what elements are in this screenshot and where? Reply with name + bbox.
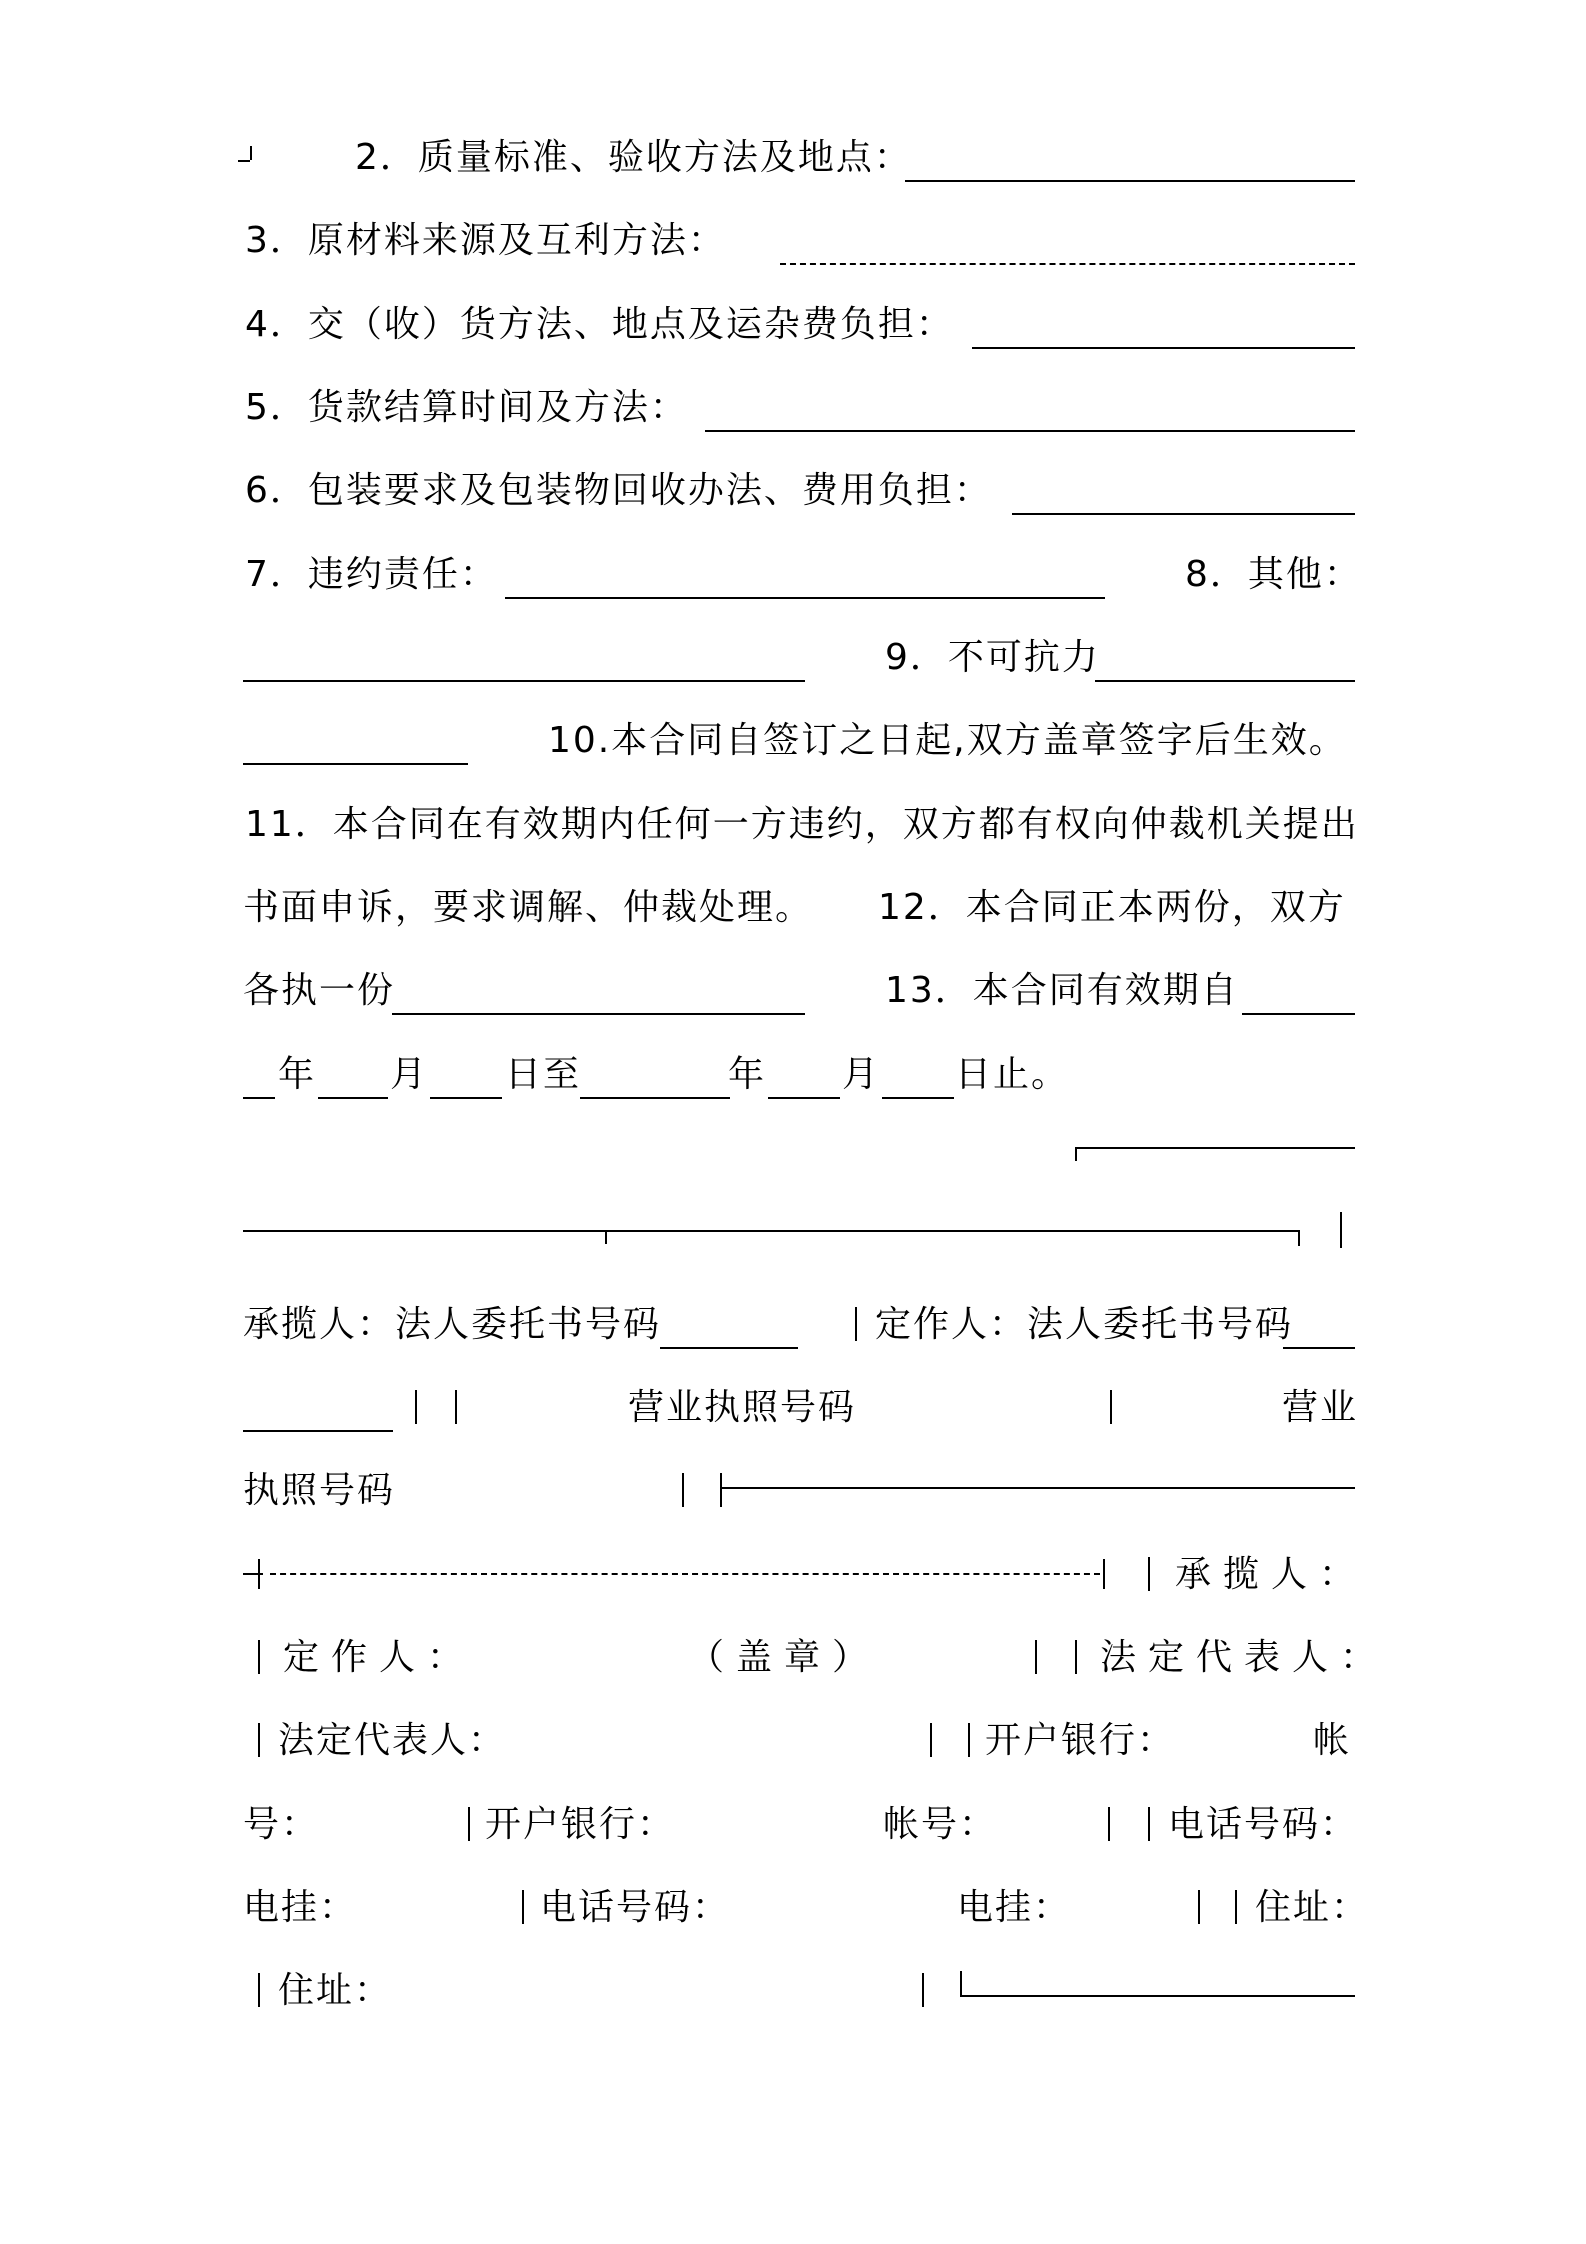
orderer-cable-label: 电挂： [957, 1887, 1072, 1928]
account-line [0, 1797, 1586, 1867]
table-header-border [243, 1230, 1298, 1232]
contractor-address-label: 住址： [1255, 1887, 1370, 1928]
clause-3-line [0, 213, 1586, 283]
clause-6-line [0, 463, 1586, 533]
row-divider-9 [1035, 1640, 1037, 1674]
clause-11-label: 11．本合同在有效期内任何一方违约，双方都有权向仲裁机关提出 [245, 804, 1359, 845]
table-mid-tick [605, 1230, 607, 1244]
contractor-label: 承揽人： [1175, 1554, 1368, 1595]
clause-8-9-line [0, 630, 1586, 700]
clause-4-label: 4．交（收）货方法、地点及运杂费负担： [245, 304, 954, 345]
clause-5-blank[interactable] [705, 430, 1355, 432]
orderer-account-label: 帐号： [883, 1804, 998, 1845]
corner-mark [250, 146, 252, 160]
orderer-bank-label: 开户银行： [485, 1804, 676, 1845]
orderer-address-label: 住址： [278, 1970, 393, 2011]
orderer-trust-blank-cont[interactable] [243, 1430, 393, 1432]
table-border-line [0, 1130, 1586, 1200]
license-cont-line [0, 1463, 1586, 1533]
clause-13-label: 13．本合同有效期自 [885, 970, 1239, 1011]
row-divider-3 [1110, 1390, 1112, 1424]
date-line [0, 1047, 1586, 1117]
orderer-trust-blank[interactable] [1283, 1347, 1355, 1349]
contractor-line [0, 1547, 1586, 1617]
start-day-label: 日至 [505, 1054, 582, 1095]
orderer-license-label-a: 营业 [1282, 1387, 1359, 1428]
clause-7-blank[interactable] [505, 597, 1105, 599]
row-divider-18 [1198, 1890, 1200, 1924]
clause-2-line [0, 130, 1586, 200]
end-day-blank[interactable] [882, 1097, 954, 1099]
clause-4-blank[interactable] [972, 347, 1355, 349]
clause-9-blank[interactable] [1095, 680, 1355, 682]
column-divider [855, 1307, 857, 1341]
clause-9-blank-cont[interactable] [243, 763, 468, 765]
row-divider-20 [258, 1973, 260, 2007]
contractor-cable-label: 电挂： [243, 1887, 358, 1928]
row-divider-13 [968, 1723, 970, 1757]
start-year-label: 年 [278, 1054, 317, 1095]
corner-mark-foot [238, 160, 250, 162]
row-divider-14 [468, 1807, 470, 1841]
row-divider-17 [522, 1890, 524, 1924]
contractor-account-label-b: 号： [243, 1804, 320, 1845]
clause-12-13-line [0, 963, 1586, 1033]
clause-11-line [0, 797, 1586, 867]
end-day-label: 日止。 [955, 1054, 1070, 1095]
clause-11-12-line [0, 880, 1586, 950]
orderer-phone-label: 电话号码： [540, 1887, 731, 1928]
row-divider-5 [720, 1473, 722, 1507]
end-month-blank[interactable] [768, 1097, 840, 1099]
start-day-blank[interactable] [430, 1097, 502, 1099]
table-right-tick [1298, 1230, 1300, 1246]
clause-6-blank[interactable] [1012, 513, 1355, 515]
clause-7-8-line [0, 547, 1586, 617]
table-bottom-border [960, 1995, 1355, 1997]
clause-13-blank[interactable] [1242, 1013, 1355, 1015]
clause-10-label: 10.本合同自签订之日起,双方盖章签字后生效。 [548, 720, 1347, 761]
clause-9-label: 9．不可抗力 [885, 637, 1100, 678]
table-bottom-left-corner [960, 1971, 962, 1995]
cross-mark-bar [243, 1573, 263, 1575]
clause-12-label: 12．本合同正本两份，双方 [878, 887, 1346, 928]
clause-2-blank[interactable] [905, 180, 1355, 182]
start-month-blank[interactable] [318, 1097, 388, 1099]
clause-10-line [0, 713, 1586, 783]
row-divider-19 [1235, 1890, 1237, 1924]
clause-8-label: 8．其他： [1185, 554, 1362, 595]
clause-5-label: 5．货款结算时间及方法： [245, 387, 688, 428]
contractor-trust-label: 承揽人：法人委托书号码 [243, 1304, 662, 1345]
row-divider-2 [455, 1390, 457, 1424]
clause-2-label: 2．质量标准、验收方法及地点： [355, 137, 912, 178]
clause-3-blank[interactable] [780, 263, 1355, 265]
address-line [0, 1963, 1586, 2033]
clause-11-cont: 书面申诉，要求调解、仲裁处理。 [243, 887, 814, 928]
contractor-account-label-a: 帐 [1313, 1720, 1352, 1761]
contractor-legal-rep-label: 法定代表人： [1100, 1637, 1389, 1678]
trust-number-line [0, 1297, 1586, 1367]
contractor-phone-label: 电话号码： [1168, 1804, 1359, 1845]
license-line [0, 1380, 1586, 1450]
contractor-license-label: 营业执照号码 [628, 1387, 857, 1428]
end-year-blank[interactable] [580, 1097, 730, 1099]
row-divider-12 [930, 1723, 932, 1757]
row-divider-16 [1148, 1807, 1150, 1841]
clause-12-blank[interactable] [392, 1013, 805, 1015]
contractor-trust-blank[interactable] [660, 1347, 798, 1349]
row-divider-15 [1108, 1807, 1110, 1841]
end-year-label: 年 [728, 1054, 767, 1095]
table-right-edge [1340, 1212, 1342, 1248]
orderer-license-label-b: 执照号码 [243, 1470, 396, 1511]
clause-3-label: 3．原材料来源及互利方法： [245, 220, 726, 261]
orderer-label: 定作人： [283, 1637, 476, 1678]
start-year-blank[interactable] [243, 1097, 275, 1099]
row-border [720, 1487, 1355, 1489]
clause-4-line [0, 297, 1586, 367]
row-divider-4 [682, 1473, 684, 1507]
end-month-label: 月 [842, 1054, 881, 1095]
start-month-label: 月 [390, 1054, 429, 1095]
row-divider-21 [922, 1973, 924, 2007]
clause-12-cont: 各执一份 [243, 970, 396, 1011]
clause-7-label: 7．违约责任： [245, 554, 498, 595]
orderer-line [0, 1630, 1586, 1700]
contractor-bank-label: 开户银行： [985, 1720, 1176, 1761]
clause-8-blank[interactable] [243, 680, 805, 682]
row-divider-7 [1148, 1557, 1150, 1591]
row-divider-1 [415, 1390, 417, 1424]
row-divider-6 [1103, 1559, 1105, 1589]
orderer-trust-label: 定作人：法人委托书号码 [875, 1304, 1294, 1345]
legal-rep-line [0, 1713, 1586, 1783]
orderer-legal-rep-label: 法定代表人： [278, 1720, 507, 1761]
clause-6-label: 6．包装要求及包装物回收办法、费用负担： [245, 470, 992, 511]
seal-label: （盖章） [688, 1637, 881, 1678]
cable-line [0, 1880, 1586, 1950]
row-divider-11 [258, 1723, 260, 1757]
row-divider-10 [1075, 1640, 1077, 1674]
row-divider-8 [258, 1640, 260, 1674]
dashed-row-border [270, 1573, 1100, 1575]
clause-5-line [0, 380, 1586, 450]
